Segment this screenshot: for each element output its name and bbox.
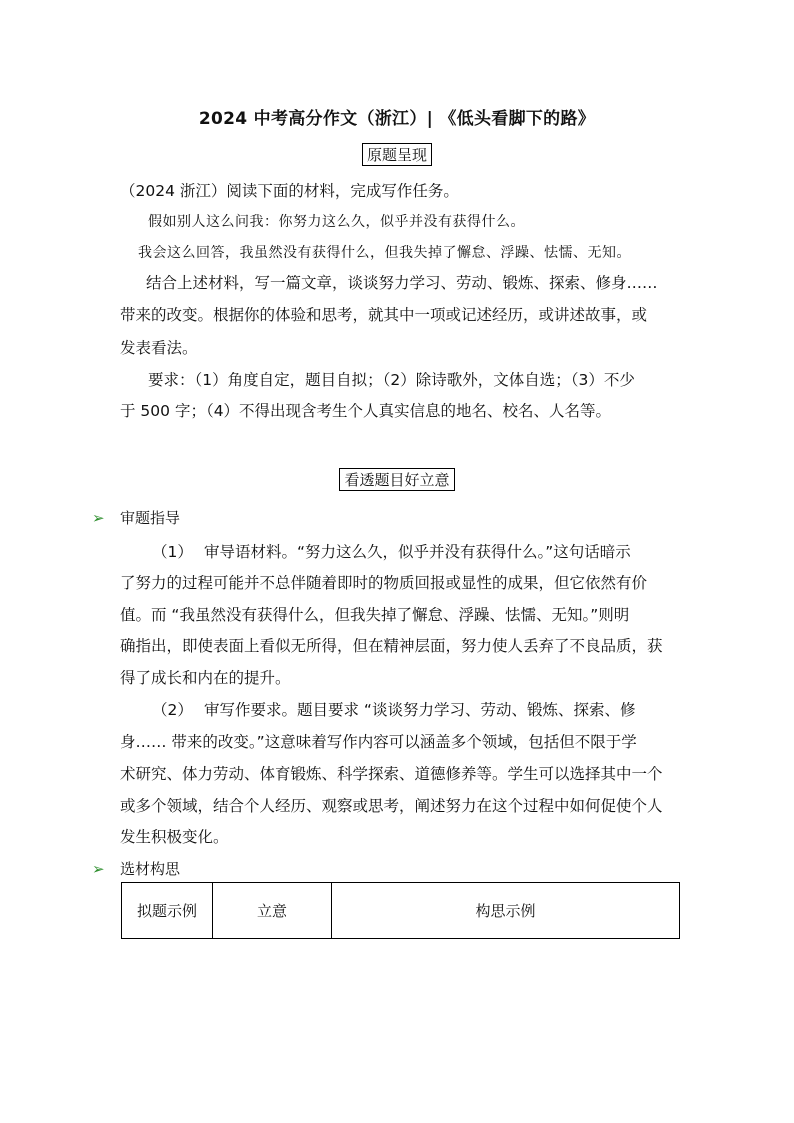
guide-item-2-line: 身…… 带来的改变。”这意味着写作内容可以涵盖多个领域，包括但不限于学 (120, 733, 637, 751)
material-line-1: 假如别人这么问我：你努力这么久，似乎并没有获得什么。 (148, 214, 525, 230)
table-header-cell: 拟题示例 (122, 883, 213, 939)
table-header-row (122, 883, 680, 939)
requirements-line-1: 要求：（1）角度自定，题目自拟；（2）除诗歌外，文体自选；（3）不少 (148, 371, 635, 389)
guide-item-1-line: 了努力的过程可能并不总伴随着即时的物质回报或显性的成果，但它依然有价 (120, 574, 648, 592)
guide-item-1-line: 得了成长和内在的提升。 (120, 669, 291, 687)
table-header-cell: 立意 (213, 883, 332, 939)
guide-item-2-first: （2） 审写作要求。题目要求 “谈谈努力学习、劳动、锻炼、探索、修 (152, 701, 636, 719)
task-line-2: 带来的改变。根据你的体验和思考，就其中一项或记述经历，或讲述故事，或 (120, 306, 648, 324)
arrow-bullet-icon: ➢ (92, 860, 105, 878)
table-header-cell: 构思示例 (332, 883, 680, 939)
task-line-3: 发表看法。 (120, 339, 198, 357)
section-heading-original: 原题呈现 (0, 143, 794, 166)
selection-heading: ➢ 选材构思 (92, 860, 181, 878)
guide-item-1-first: （1） 审导语材料。“努力这么久，似乎并没有获得什么。”这句话暗示 (152, 543, 631, 561)
selection-table (121, 882, 680, 939)
section-heading-analysis: 看透题目好立意 (0, 468, 794, 491)
guide-item-1-line: 值。而 “我虽然没有获得什么，但我失掉了懈怠、浮躁、怯懦、无知。”则明 (120, 606, 630, 624)
guide-item-2-line: 或多个领域，结合个人经历、观察或思考，阐述努力在这个过程中如何促使个人 (120, 797, 663, 815)
guide-heading: ➢ 审题指导 (92, 509, 181, 527)
requirements-line-2: 于 500 字；（4）不得出现含考生个人真实信息的地名、校名、人名等。 (120, 402, 612, 420)
intro-text: （2024 浙江）阅读下面的材料，完成写作任务。 (120, 182, 459, 200)
guide-item-1-line: 确指出，即使表面上看似无所得，但在精神层面，努力使人丢弃了不良品质，获 (120, 637, 663, 655)
page-title: 2024 中考高分作文（浙江）| 《低头看脚下的路》 (198, 109, 596, 129)
guide-item-2-line: 发生积极变化。 (120, 828, 229, 846)
task-line-1: 结合上述材料，写一篇文章，谈谈努力学习、劳动、锻炼、探索、修身…… (146, 274, 658, 292)
material-line-2: 我会这么回答，我虽然没有获得什么，但我失掉了懈怠、浮躁、怯懦、无知。 (138, 245, 631, 261)
arrow-bullet-icon: ➢ (92, 509, 105, 527)
guide-item-2-line: 术研究、体力劳动、体育锻炼、科学探索、道德修养等。学生可以选择其中一个 (120, 765, 663, 783)
